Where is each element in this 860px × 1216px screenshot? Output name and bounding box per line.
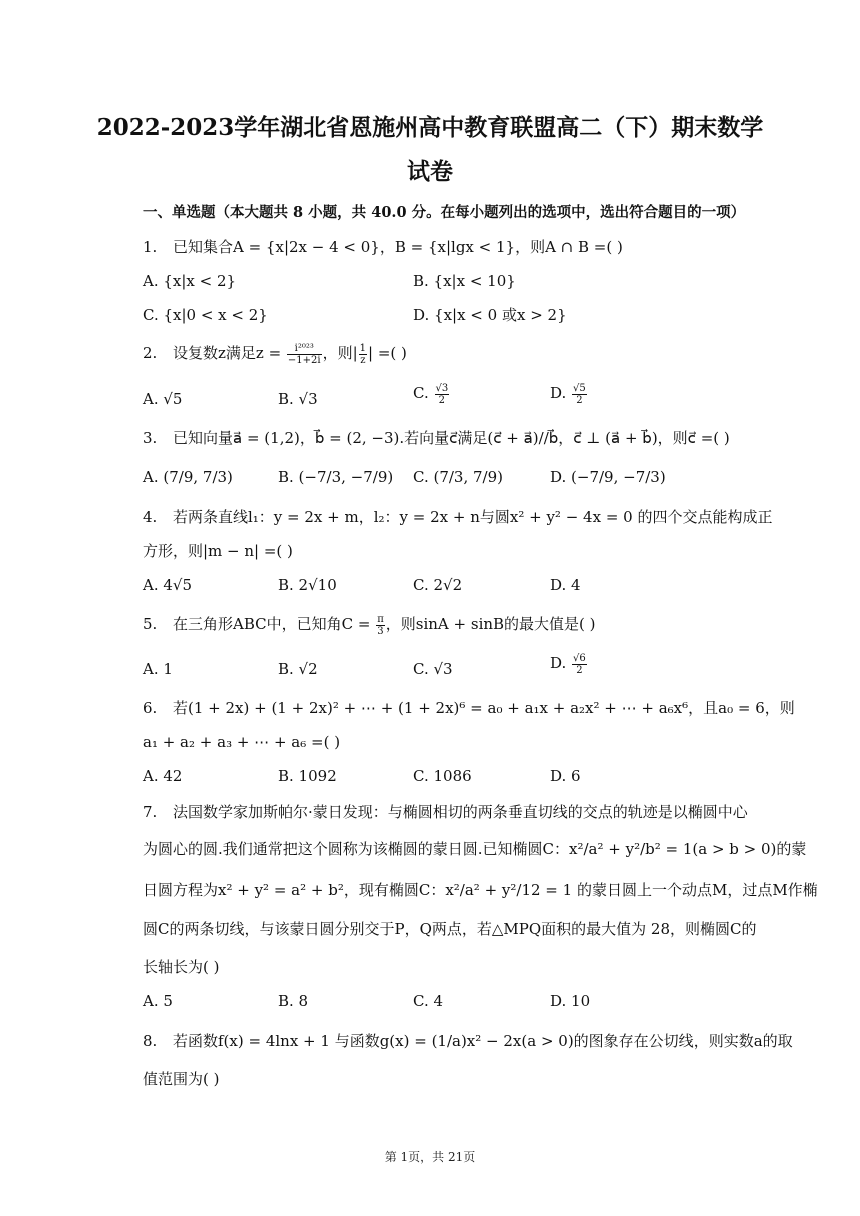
question-7-line-2: 为圆心的圆.我们通常把这个圆称为该椭圆的蒙日圆.已知椭圆C：x²/a² + y²/b² = 1(a > b > 0)的蒙 <box>143 840 807 858</box>
q4-option-b: B. 2√10 <box>278 576 337 594</box>
fraction <box>359 343 367 366</box>
option-label: D. <box>550 384 567 402</box>
q1-option-a: A. {x|x < 2} <box>143 272 237 290</box>
question-7-line-4: 圆C的两条切线，与该蒙日圆分别交于P，Q两点，若△MPQ面积的最大值为 28，则椭圆C的 <box>143 920 757 938</box>
fraction-numerator: 1 <box>359 342 367 354</box>
option-label: D. <box>550 654 567 672</box>
question-3 <box>143 427 730 449</box>
question-stem: 已知集合A = {x|2x − 4 < 0}，B = {x|lgx < 1}，则A ∩ B =( ) <box>173 238 623 256</box>
question-8 <box>143 1030 793 1052</box>
question-number: 2. <box>143 344 158 362</box>
question-stem: 若两条直线l₁：y = 2x + m，l₂：y = 2x + n与圆x² + y² − 4x = 0 的四个交点能构成正 <box>173 508 773 526</box>
fraction-numerator: π <box>377 613 384 625</box>
question-5 <box>143 613 596 637</box>
question-number: 4. <box>143 508 158 526</box>
question-number: 1. <box>143 238 158 256</box>
question-6 <box>143 697 795 719</box>
q5-option-b: B. √2 <box>278 660 318 678</box>
q6-option-d: D. 6 <box>550 767 581 785</box>
fraction <box>572 653 587 676</box>
fraction-denominator: 3 <box>377 625 384 637</box>
question-stem: 法国数学家加斯帕尔·蒙日发现：与椭圆相切的两条垂直切线的交点的轨迹是以椭圆中心 <box>173 803 748 821</box>
q6-option-b: B. 1092 <box>278 767 337 785</box>
page-footer: 第 1页，共 21页 <box>384 1150 476 1164</box>
q4-option-c: C. 2√2 <box>413 576 463 594</box>
option-label: C. <box>413 384 429 402</box>
q2-option-b: B. √3 <box>278 390 318 408</box>
question-stem: 已知向量a⃗ = (1,2)，b⃗ = (2, −3).若向量c⃗满足(c⃗ + a⃗)//b⃗，c⃗ ⊥ (a⃗ + b⃗)，则c⃗ =( ) <box>173 429 730 447</box>
fraction <box>376 614 385 637</box>
fraction <box>287 343 322 366</box>
section-header: 一、单选题（本大题共 8 小题，共 40.0 分。在每小题列出的选项中，选出符合题目的一项） <box>143 204 746 221</box>
question-stem-part: | =( ) <box>368 344 407 362</box>
q7-option-c: C. 4 <box>413 992 444 1010</box>
fraction <box>435 383 450 406</box>
question-number: 3. <box>143 429 158 447</box>
question-number: 7. <box>143 803 158 821</box>
question-stem-part: 设复数z满足z = <box>173 344 286 362</box>
q3-option-b: B. (−7/3, −7/9) <box>278 468 394 486</box>
fraction-numerator: √6 <box>573 652 586 664</box>
question-6-continued: a₁ + a₂ + a₃ + ⋯ + a₆ =( ) <box>143 733 341 751</box>
fraction-denominator: 2 <box>576 394 583 406</box>
q7-option-a: A. 5 <box>143 992 173 1010</box>
q4-option-a: A. 4√5 <box>143 576 193 594</box>
fraction-denominator: 2 <box>576 664 583 676</box>
exam-title-continued: 试卷 <box>407 158 453 185</box>
q1-option-c: C. {x|0 < x < 2} <box>143 306 268 324</box>
fraction-denominator: 2 <box>438 394 446 406</box>
question-4 <box>143 506 772 528</box>
fraction-denominator: −1+2i <box>287 354 321 366</box>
q5-option-a: A. 1 <box>143 660 173 678</box>
q6-option-c: C. 1086 <box>413 767 472 785</box>
q7-option-b: B. 8 <box>278 992 309 1010</box>
q3-option-a: A. (7/9, 7/3) <box>143 468 233 486</box>
exam-title: 2022-2023学年湖北省恩施州高中教育联盟高二（下）期末数学 <box>96 114 764 141</box>
question-8-continued: 值范围为( ) <box>143 1070 220 1088</box>
q5-option-d <box>550 652 588 676</box>
q3-option-c: C. (7/3, 7/9) <box>413 468 503 486</box>
fraction <box>572 383 587 406</box>
question-number: 8. <box>143 1032 158 1050</box>
question-number: 6. <box>143 699 158 717</box>
question-stem: 若函数f(x) = 4lnx + 1 与函数g(x) = (1/a)x² − 2x(a > 0)的图象存在公切线，则实数a的取 <box>173 1032 793 1050</box>
q6-option-a: A. 42 <box>143 767 183 785</box>
q4-option-d: D. 4 <box>550 576 581 594</box>
q1-option-b: B. {x|x < 10} <box>413 272 516 290</box>
question-stem-part: 在三角形ABC中，已知角C = <box>173 615 376 633</box>
question-7 <box>143 801 748 823</box>
q1-option-d: D. {x|x < 0 或x > 2} <box>413 306 567 324</box>
question-4-continued: 方形，则|m − n| =( ) <box>143 542 293 560</box>
question-number: 5. <box>143 615 158 633</box>
q3-option-d: D. (−7/9, −7/3) <box>550 468 666 486</box>
fraction-numerator: i²⁰²³ <box>287 343 322 355</box>
question-stem-part: ，则| <box>322 344 358 362</box>
question-2 <box>143 342 407 366</box>
fraction-numerator: √5 <box>573 382 586 394</box>
question-stem-part: ，则sinA + sinB的最大值是( ) <box>385 615 596 633</box>
question-1 <box>143 236 623 258</box>
question-stem: 若(1 + 2x) + (1 + 2x)² + ⋯ + (1 + 2x)⁶ = a₀ + a₁x + a₂x² + ⋯ + a₆x⁶，且a₀ = 6，则 <box>173 699 795 717</box>
question-7-line-3: 日圆方程为x² + y² = a² + b²，现有椭圆C：x²/a² + y²/12 = 1 的蒙日圆上一个动点M，过点M作椭 <box>143 881 818 899</box>
q2-option-a: A. √5 <box>143 390 183 408</box>
fraction-numerator: √3 <box>435 382 449 394</box>
q2-option-d <box>550 382 588 406</box>
q2-option-c <box>413 382 450 406</box>
q7-option-d: D. 10 <box>550 992 591 1010</box>
question-7-line-5: 长轴长为( ) <box>143 958 220 976</box>
q5-option-c: C. √3 <box>413 660 453 678</box>
fraction-denominator: z <box>360 354 366 366</box>
